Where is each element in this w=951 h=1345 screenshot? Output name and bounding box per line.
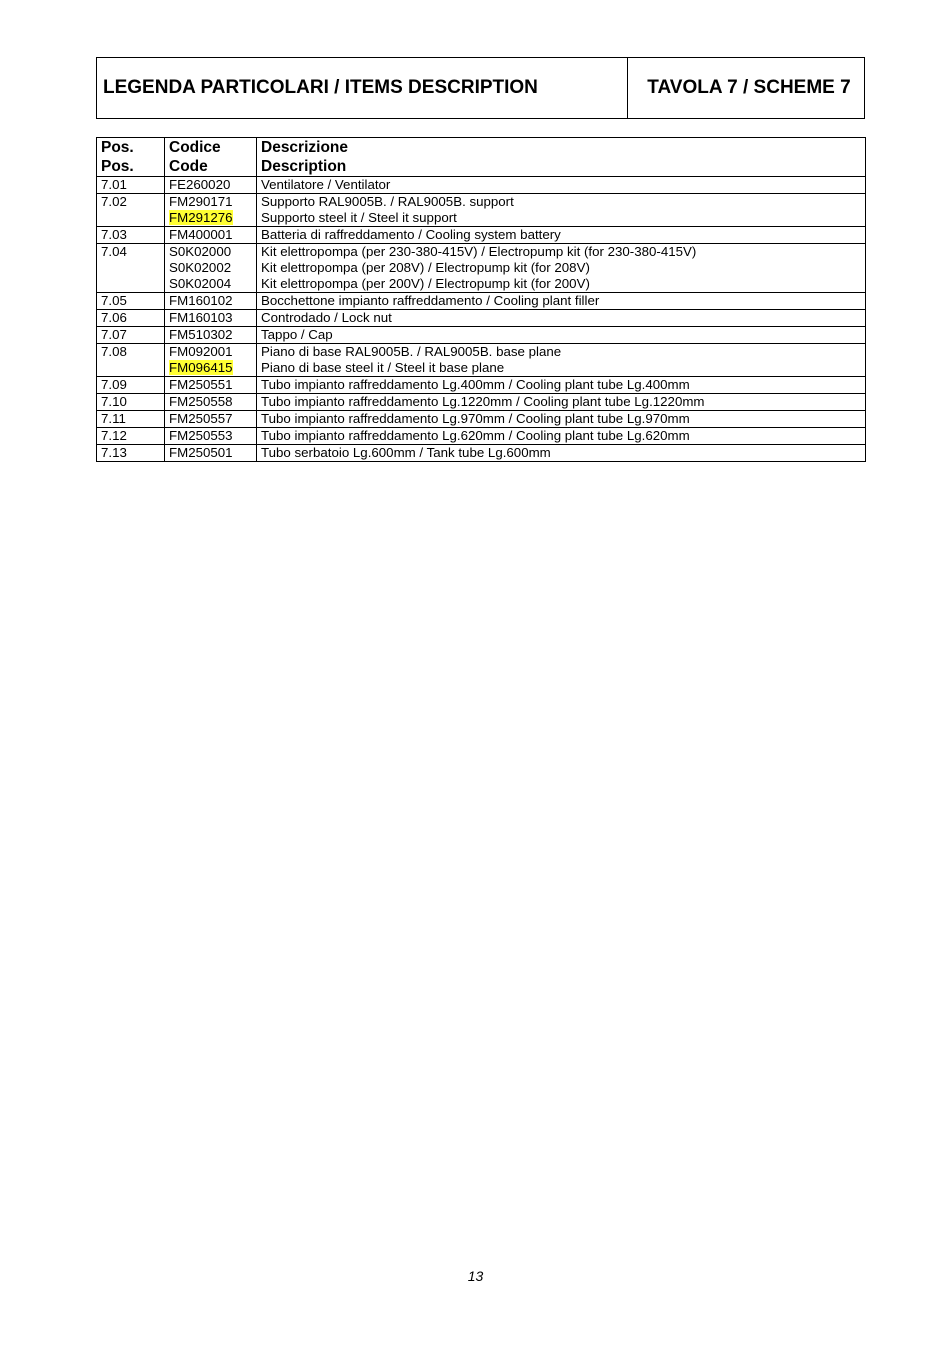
items-body xyxy=(97,177,866,462)
cell-code xyxy=(165,394,257,411)
cell-code xyxy=(165,344,257,377)
description-line: Kit elettropompa (per 230-380-415V) / Electropump kit (for 230-380-415V) xyxy=(261,244,697,259)
cell-description xyxy=(257,344,866,377)
table-row xyxy=(97,293,866,310)
table-row xyxy=(97,244,866,293)
cell-code xyxy=(165,227,257,244)
table-row xyxy=(97,177,866,194)
header-code xyxy=(165,138,257,177)
table-row xyxy=(97,428,866,445)
cell-pos: 7.08 xyxy=(97,344,165,377)
highlighted-code: FM291276 xyxy=(169,210,233,225)
part-code: FE260020 xyxy=(169,177,231,192)
cell-description xyxy=(257,177,866,194)
table-row xyxy=(97,227,866,244)
part-code: FM250501 xyxy=(169,445,233,460)
part-code: S0K02002 xyxy=(169,260,232,275)
part-code: FM160103 xyxy=(169,310,233,325)
cell-pos: 7.01 xyxy=(97,177,165,194)
part-code: FM092001 xyxy=(169,344,233,359)
description-line: Tubo serbatoio Lg.600mm / Tank tube Lg.600mm xyxy=(261,445,551,460)
cell-code xyxy=(165,411,257,428)
cell-description xyxy=(257,428,866,445)
part-code: FM160102 xyxy=(169,293,233,308)
description-line: Piano di base RAL9005B. / RAL9005B. base plane xyxy=(261,344,562,359)
description-line: Kit elettropompa (per 200V) / Electropump kit (for 200V) xyxy=(261,276,590,291)
description-line: Supporto RAL9005B. / RAL9005B. support xyxy=(261,194,514,209)
cell-code xyxy=(165,194,257,227)
cell-code xyxy=(165,428,257,445)
cell-description xyxy=(257,244,866,293)
cell-pos: 7.03 xyxy=(97,227,165,244)
table-row xyxy=(97,310,866,327)
cell-pos: 7.02 xyxy=(97,194,165,227)
header-description-en: Description xyxy=(261,158,347,175)
table-row xyxy=(97,194,866,227)
cell-pos: 7.12 xyxy=(97,428,165,445)
table-row xyxy=(97,344,866,377)
items-table xyxy=(96,137,866,462)
description-line: Tubo impianto raffreddamento Lg.970mm / Cooling plant tube Lg.970mm xyxy=(261,411,690,426)
description-line: Supporto steel it / Steel it support xyxy=(261,210,457,225)
cell-pos: 7.04 xyxy=(97,244,165,293)
cell-description xyxy=(257,411,866,428)
cell-description xyxy=(257,394,866,411)
cell-description xyxy=(257,227,866,244)
table-row xyxy=(97,394,866,411)
description-line: Ventilatore / Ventilator xyxy=(261,177,391,192)
header-pos-en: Pos. xyxy=(101,158,134,175)
header-code-en: Code xyxy=(169,158,208,175)
part-code: FM250558 xyxy=(169,394,233,409)
cell-code xyxy=(165,445,257,462)
page-number: 13 xyxy=(467,1268,484,1284)
part-code: FM510302 xyxy=(169,327,233,342)
document-title: LEGENDA PARTICOLARI / ITEMS DESCRIPTION xyxy=(97,58,628,118)
table-header-row xyxy=(97,138,866,177)
cell-code xyxy=(165,177,257,194)
header-description xyxy=(257,138,866,177)
cell-pos: 7.09 xyxy=(97,377,165,394)
part-code: FM250551 xyxy=(169,377,233,392)
header-pos-it: Pos. xyxy=(101,139,134,156)
cell-description xyxy=(257,327,866,344)
cell-pos: 7.05 xyxy=(97,293,165,310)
cell-description xyxy=(257,310,866,327)
description-line: Kit elettropompa (per 208V) / Electropump kit (for 208V) xyxy=(261,260,590,275)
description-line: Tappo / Cap xyxy=(261,327,333,342)
table-row xyxy=(97,327,866,344)
part-code: FM400001 xyxy=(169,227,233,242)
cell-description xyxy=(257,445,866,462)
description-line: Tubo impianto raffreddamento Lg.1220mm / Cooling plant tube Lg.1220mm xyxy=(261,394,705,409)
cell-pos: 7.13 xyxy=(97,445,165,462)
description-line: Bocchettone impianto raffreddamento / Cooling plant filler xyxy=(261,293,600,308)
scheme-title: TAVOLA 7 / SCHEME 7 xyxy=(647,77,851,98)
header-pos xyxy=(97,138,165,177)
cell-pos: 7.10 xyxy=(97,394,165,411)
part-code: S0K02004 xyxy=(169,276,232,291)
part-code: FM290171 xyxy=(169,194,233,209)
cell-pos: 7.11 xyxy=(97,411,165,428)
cell-code xyxy=(165,310,257,327)
cell-description xyxy=(257,194,866,227)
cell-code xyxy=(165,293,257,310)
header-box xyxy=(96,57,865,119)
table-row xyxy=(97,377,866,394)
cell-description xyxy=(257,377,866,394)
cell-description xyxy=(257,293,866,310)
header-code-it: Codice xyxy=(169,139,221,156)
description-line: Controdado / Lock nut xyxy=(261,310,392,325)
highlighted-code: FM096415 xyxy=(169,360,233,375)
cell-pos: 7.07 xyxy=(97,327,165,344)
part-code: FM250553 xyxy=(169,428,233,443)
description-line: Tubo impianto raffreddamento Lg.400mm / Cooling plant tube Lg.400mm xyxy=(261,377,690,392)
table-row xyxy=(97,445,866,462)
part-code: S0K02000 xyxy=(169,244,232,259)
description-line: Tubo impianto raffreddamento Lg.620mm / Cooling plant tube Lg.620mm xyxy=(261,428,690,443)
header-description-it: Descrizione xyxy=(261,139,349,156)
cell-pos: 7.06 xyxy=(97,310,165,327)
part-code: FM250557 xyxy=(169,411,233,426)
description-line: Batteria di raffreddamento / Cooling system battery xyxy=(261,227,561,242)
cell-code xyxy=(165,244,257,293)
cell-code xyxy=(165,377,257,394)
table-row xyxy=(97,411,866,428)
cell-code xyxy=(165,327,257,344)
description-line: Piano di base steel it / Steel it base plane xyxy=(261,360,505,375)
